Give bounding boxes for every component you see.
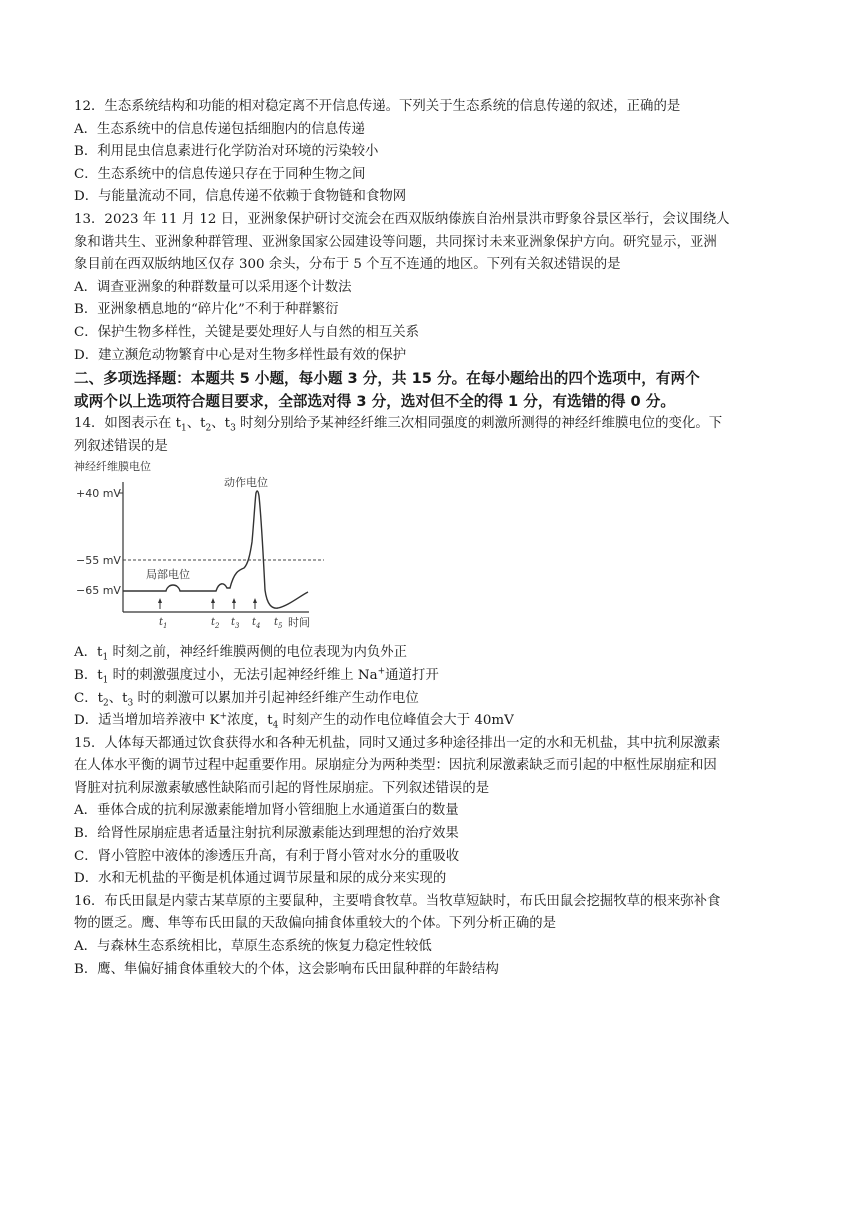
q15-stem-line3: 肾脏对抗利尿激素敏感性缺陷而引起的肾性尿崩症。下列叙述错误的是 — [74, 780, 490, 796]
tick-minus55: −55 mV — [76, 554, 121, 568]
q14-option-b: B．$t_1$ 时的刺激强度过小，无法引起神经纤维上 Na+通道打开 — [74, 666, 439, 686]
q13-option-a: A．调查亚洲象的种群数量可以采用逐个计数法 — [74, 279, 352, 295]
membrane-potential-figure — [74, 460, 334, 636]
q16-option-a: A．与森林生态系统相比，草原生态系统的恢复力稳定性较低 — [74, 939, 432, 955]
q15-stem-line1: 15．人体每天都通过饮食获得水和各种无机盐，同时又通过多种途径排出一定的水和无机盐，其中抗利尿激素 — [74, 735, 721, 751]
q13-option-d: D．建立濒危动物繁育中心是对生物多样性最有效的保护 — [74, 347, 407, 363]
t4-label: $t_4$ — [252, 617, 261, 631]
q14-stem-line1: 14．如图表示在 $t_1$、$t_2$、$t_3$ 时刻分别给予某神经纤维三次相同强度的刺激所测得的神经纤维膜电位的变化。下 — [74, 416, 723, 434]
q16-stem-line2: 物的匮乏。鹰、隼等布氏田鼠的天敌偏向捕食体重较大的个体。下列分析正确的是 — [74, 916, 557, 932]
q12-option-d: D．与能量流动不同，信息传递不依赖于食物链和食物网 — [74, 189, 407, 205]
tick-minus65: −65 mV — [76, 584, 121, 598]
q14-stem-line2: 列叙述错误的是 — [74, 438, 168, 454]
q16-stem-line1: 16．布氏田鼠是内蒙古某草原的主要鼠种，主要啃食牧草。当牧草短缺时，布氏田鼠会挖掘牧草的根来弥补食 — [74, 893, 721, 909]
local-potential-label: 局部电位 — [146, 568, 190, 582]
section2-heading-line2: 或两个以上选项符合题目要求，全部选对得 3 分，选对但不全的得 1 分，有选错的得 0 分。 — [74, 393, 675, 411]
membrane-potential-curve — [123, 491, 308, 608]
t2-label: $t_2$ — [211, 617, 220, 631]
q16-option-b: B．鹰、隼偏好捕食体重较大的个体，这会影响布氏田鼠种群的年龄结构 — [74, 961, 499, 977]
exam-page — [74, 96, 794, 981]
stimulus-arrow-t4 — [253, 598, 257, 609]
stimulus-arrow-t1 — [158, 598, 162, 609]
q14-option-c: C．$t_2$、$t_3$ 时的刺激可以累加并引起神经纤维产生动作电位 — [74, 690, 419, 709]
q15-option-d: D．水和无机盐的平衡是机体通过调节尿量和尿的成分来实现的 — [74, 871, 447, 887]
q13-stem-line1: 13．2023 年 11 月 12 日，亚洲象保护研讨交流会在西双版纳傣族自治州景洪市野象谷景区举行，会议围绕人 — [74, 211, 730, 227]
q13-stem-line2: 象和谐共生、亚洲象种群管理、亚洲象国家公园建设等问题，共同探讨未来亚洲象保护方向。研究显示，亚洲 — [74, 234, 717, 250]
t1-label: $t_1$ — [159, 617, 168, 631]
y-axis-label: 神经纤维膜电位 — [74, 460, 151, 474]
q14-option-a: A．$t_1$ 时刻之前，神经纤维膜两侧的电位表现为内负外正 — [74, 645, 408, 663]
q12-option-a: A．生态系统中的信息传递包括细胞内的信息传递 — [74, 121, 365, 137]
stimulus-arrow-t3 — [232, 598, 236, 609]
q13-option-c: C．保护生物多样性，关键是要处理好人与自然的相互关系 — [74, 324, 420, 340]
t5-label: $t_5$ — [274, 617, 283, 631]
section2-heading-line1: 二、多项选择题：本题共 5 小题，每小题 3 分，共 15 分。在每小题给出的四个选项中，有两个 — [74, 370, 700, 388]
q15-option-c: C．肾小管腔中液体的渗透压升高，有利于肾小管对水分的重吸收 — [74, 848, 460, 864]
action-potential-label: 动作电位 — [224, 476, 268, 490]
q12-option-c: C．生态系统中的信息传递只存在于同种生物之间 — [74, 166, 366, 182]
x-axis-label: 时间 — [288, 616, 310, 630]
q13-option-b: B．亚洲象栖息地的“碎片化”不利于种群繁衍 — [74, 302, 339, 318]
q15-stem-line2: 在人体水平衡的调节过程中起重要作用。尿崩症分为两种类型：因抗利尿激素缺乏而引起的中枢性尿崩症和因 — [74, 758, 717, 774]
membrane-potential-graph — [74, 460, 334, 636]
q12-option-b: B．利用昆虫信息素进行化学防治对环境的污染较小 — [74, 144, 379, 160]
stimulus-arrow-t2 — [211, 598, 215, 609]
q14-option-d: D．适当增加培养液中 K+浓度，$t_4$ 时刻产生的动作电位峰值会大于 40mV — [74, 711, 514, 731]
q13-stem-line3: 象目前在西双版纳地区仅存 300 余头，分布于 5 个互不连通的地区。下列有关叙述错误的是 — [74, 257, 621, 273]
t3-label: $t_3$ — [231, 617, 240, 631]
q12-stem: 12．生态系统结构和功能的相对稳定离不开信息传递。下列关于生态系统的信息传递的叙述，正确的是 — [74, 99, 681, 114]
q15-option-a: A．垂体合成的抗利尿激素能增加肾小管细胞上水通道蛋白的数量 — [74, 803, 459, 819]
q15-option-b: B．给肾性尿崩症患者适量注射抗利尿激素能达到理想的治疗效果 — [74, 826, 459, 842]
tick-plus40: +40 mV — [76, 487, 121, 501]
